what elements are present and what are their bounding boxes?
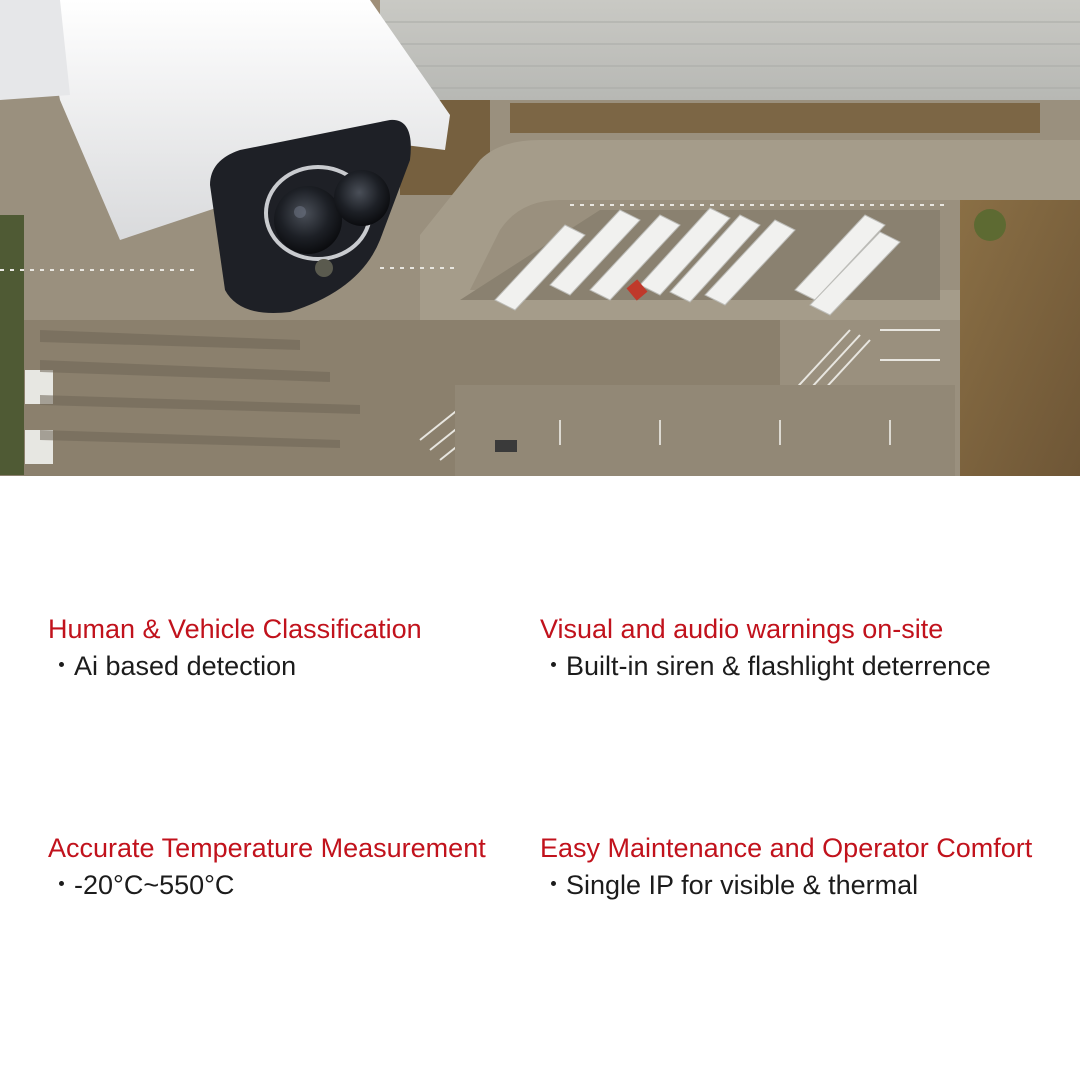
feature-bullet (48, 868, 486, 902)
feature-title: Visual and audio warnings on-site (540, 614, 944, 644)
grass-strip (510, 103, 1040, 133)
tree (974, 209, 1006, 241)
feature-bullet (48, 649, 422, 683)
feature-title: Accurate Temperature Measurement (48, 833, 486, 863)
bullet-mark: ・ (48, 870, 75, 900)
feature-bullet (540, 868, 1032, 902)
aerial-scene (0, 0, 1080, 476)
bullet-mark: ・ (540, 870, 567, 900)
hero-image (0, 0, 1080, 476)
thermal-lens (274, 186, 342, 254)
feature-bullet (540, 649, 991, 683)
feature-bullet-text: Single IP for visible & thermal (566, 870, 919, 900)
feature-title: Easy Maintenance and Operator Comfort (540, 833, 1033, 863)
parking-lot (455, 385, 955, 476)
car (495, 440, 517, 452)
visible-lens (334, 170, 390, 226)
grass-right (960, 200, 1080, 476)
feature-bullet-text: Built-in siren & flashlight deterrence (566, 651, 991, 681)
feature-temperature (48, 831, 486, 902)
feature-title: Human & Vehicle Classification (48, 614, 422, 644)
trees-left (0, 215, 24, 475)
bullet-mark: ・ (540, 651, 567, 681)
feature-bullet-text: -20°C~550°C (74, 870, 235, 900)
flashlight (315, 259, 333, 277)
feature-warnings (540, 612, 991, 683)
camera-mount (0, 0, 70, 100)
features-section (0, 476, 1080, 1080)
feature-bullet-text: Ai based detection (74, 651, 297, 681)
bullet-mark: ・ (48, 651, 75, 681)
feature-classification (48, 612, 422, 683)
feature-maintenance (540, 831, 1032, 902)
